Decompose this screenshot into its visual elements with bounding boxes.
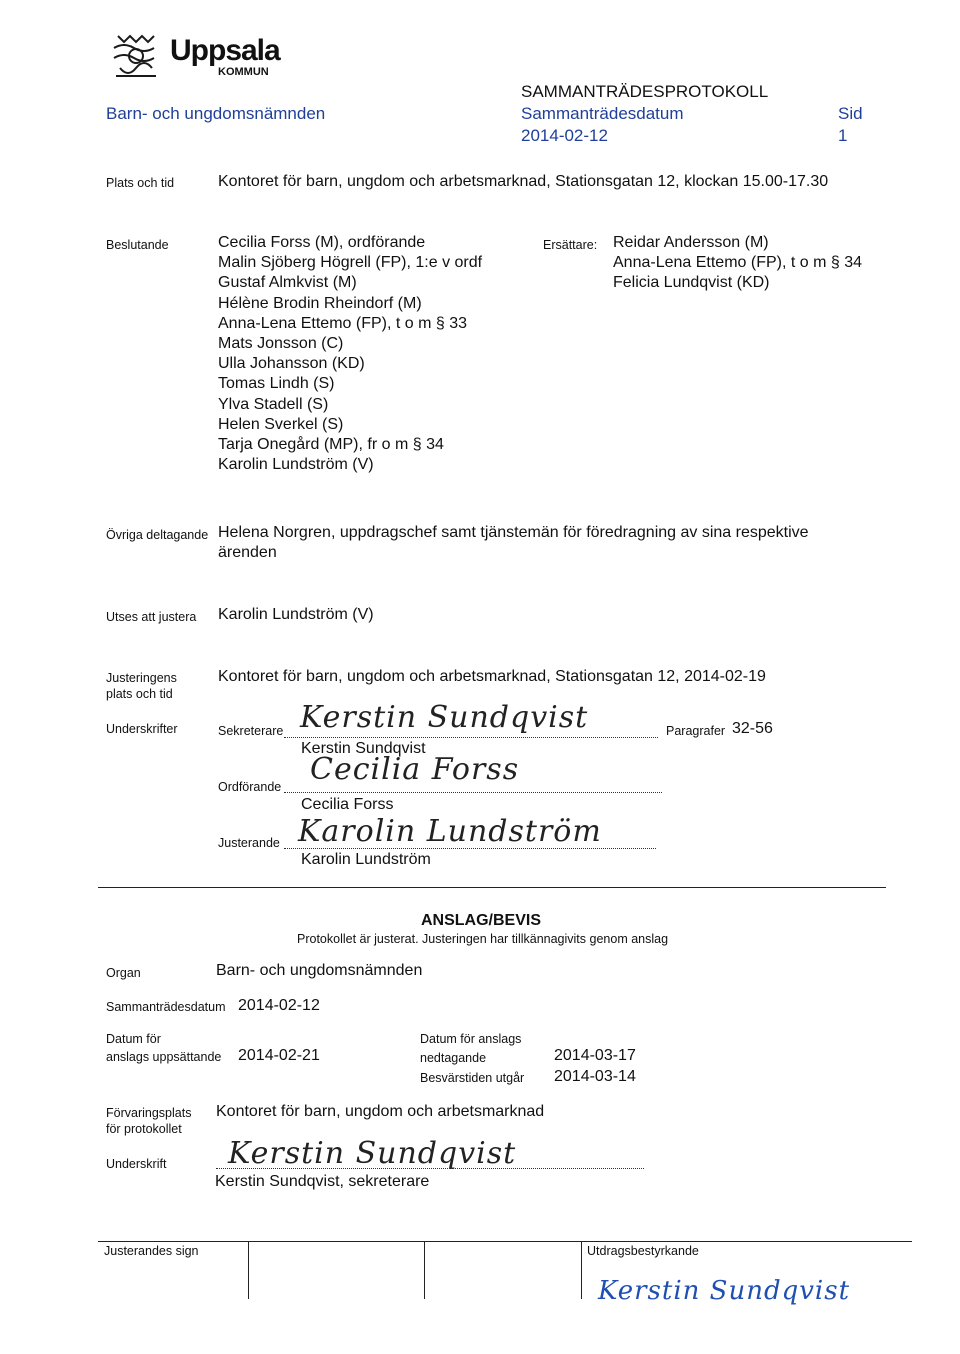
member-item: Anna-Lena Ettemo (FP), t o m § 33: [218, 314, 468, 332]
adjuster-sign-label: Justerande: [218, 836, 280, 850]
notice-subtitle: Protokollet är justerat. Justeringen har tillkännagivits genom anslag: [297, 932, 669, 946]
notice-sign-line: [216, 1168, 644, 1169]
member-item: Ulla Johansson (KD): [218, 355, 365, 373]
chair-name: Cecilia Forss: [301, 796, 394, 813]
notice-meeting-date-label: Sammanträdesdatum: [106, 1000, 226, 1014]
page-number: 1: [838, 126, 848, 145]
notice-sign-label: Underskrift: [106, 1157, 167, 1171]
member-item: Gustaf Almkvist (M): [218, 274, 357, 292]
secretary-sign-line: [284, 737, 658, 738]
member-item: Hélène Brodin Rheindorf (M): [218, 294, 422, 312]
adjuster-value: Karolin Lundström (V): [218, 606, 374, 623]
signatures-label: Underskrifter: [106, 722, 178, 736]
adjuster-signature: Karolin Lundström: [298, 814, 602, 849]
organ-value: Barn- och ungdomsnämnden: [216, 962, 423, 979]
logo: [106, 28, 306, 88]
posting-date-label-2: anslags uppsättande: [106, 1050, 222, 1064]
paragraphs-label: Paragrafer: [666, 724, 726, 738]
others-label: Övriga deltagande: [106, 528, 209, 542]
appeal-value: 2014-03-14: [554, 1068, 636, 1085]
substitutes-label: Ersättare:: [543, 238, 598, 252]
others-line2: ärenden: [218, 544, 277, 561]
meeting-date-label: Sammanträdesdatum: [521, 104, 684, 123]
adjuster-sign-line: [284, 848, 656, 849]
posting-date-label-1: Datum för: [106, 1032, 161, 1046]
secretary-signature: Kerstin Sundqvist: [300, 700, 589, 735]
substitute-item: Anna-Lena Ettemo (FP), t o m § 34: [613, 254, 863, 272]
notice-sign-name: Kerstin Sundqvist, sekreterare: [215, 1173, 430, 1190]
paragraphs-value: 32-56: [732, 720, 773, 737]
chair-signature: Cecilia Forss: [310, 752, 520, 787]
committee-name: Barn- och ungdomsnämnden: [106, 104, 326, 123]
footer-divider-2: [424, 1241, 425, 1299]
adjust-place-label-2: plats och tid: [106, 687, 173, 701]
notice-title: ANSLAG/BEVIS: [421, 912, 542, 929]
extract-label: Utdragsbestyrkande: [587, 1244, 699, 1258]
logo-subtext: KOMMUN: [218, 66, 269, 78]
uppsala-logo-icon: [106, 28, 168, 84]
members-list: [218, 233, 482, 475]
storage-label-2: för protokollet: [106, 1122, 182, 1136]
storage-label-1: Förvaringsplats: [106, 1106, 192, 1120]
extract-signature: Kerstin Sundqvist: [598, 1276, 851, 1306]
member-item: Tarja Onegård (MP), fr o m § 34: [218, 435, 444, 453]
member-item: Mats Jonsson (C): [218, 334, 344, 352]
notice-signature: Kerstin Sundqvist: [228, 1136, 517, 1171]
member-item: Cecilia Forss (M), ordförande: [218, 234, 426, 251]
substitute-item: Reidar Andersson (M): [613, 234, 769, 251]
footer-divider-1: [248, 1241, 249, 1299]
adjust-place-label-1: Justeringens: [106, 671, 177, 685]
member-item: Helen Sverkel (S): [218, 415, 344, 433]
removal-date-label-2: nedtagande: [420, 1051, 487, 1065]
others-line1: Helena Norgren, uppdragschef samt tjänstemän för föredragning av sina respektive: [218, 524, 809, 541]
appeal-label: Besvärstiden utgår: [420, 1071, 525, 1085]
removal-date-value: 2014-03-17: [554, 1047, 636, 1064]
footer-divider-3: [581, 1241, 582, 1299]
place-value: Kontoret för barn, ungdom och arbetsmarknad, Stationsgatan 12, klockan 15.00-17.30: [218, 173, 829, 190]
adjusters-sign-label: Justerandes sign: [104, 1244, 199, 1258]
notice-meeting-date-value: 2014-02-12: [238, 997, 320, 1014]
adjuster-label: Utses att justera: [106, 610, 197, 624]
section-divider: [98, 887, 886, 888]
member-item: Ylva Stadell (S): [218, 395, 329, 413]
storage-value: Kontoret för barn, ungdom och arbetsmarknad: [216, 1103, 545, 1120]
organ-label: Organ: [106, 966, 141, 980]
members-label: Beslutande: [106, 238, 169, 252]
logo-text: Uppsala: [170, 34, 280, 67]
adjuster-name: Karolin Lundström: [301, 851, 431, 868]
member-item: Malin Sjöberg Högrell (FP), 1:e v ordf: [218, 254, 483, 272]
substitute-item: Felicia Lundqvist (KD): [613, 274, 770, 292]
secretary-label: Sekreterare: [218, 724, 284, 738]
removal-date-label-1: Datum för anslags: [420, 1032, 522, 1046]
page-label: Sid: [838, 104, 863, 123]
member-item: Karolin Lundström (V): [218, 456, 374, 474]
footer-top-line: [98, 1241, 912, 1242]
chair-sign-line: [284, 792, 662, 793]
place-label: Plats och tid: [106, 176, 175, 190]
document-type: SAMMANTRÄDESPROTOKOLL: [521, 82, 769, 101]
chair-label: Ordförande: [218, 780, 282, 794]
posting-date-value: 2014-02-21: [238, 1047, 320, 1064]
secretary-name: Kerstin Sundqvist: [301, 740, 426, 757]
member-item: Tomas Lindh (S): [218, 375, 335, 393]
adjust-place-value: Kontoret för barn, ungdom och arbetsmarknad, Stationsgatan 12, 2014-02-19: [218, 668, 766, 685]
meeting-date-value: 2014-02-12: [521, 126, 608, 145]
substitutes-list: [613, 233, 862, 294]
